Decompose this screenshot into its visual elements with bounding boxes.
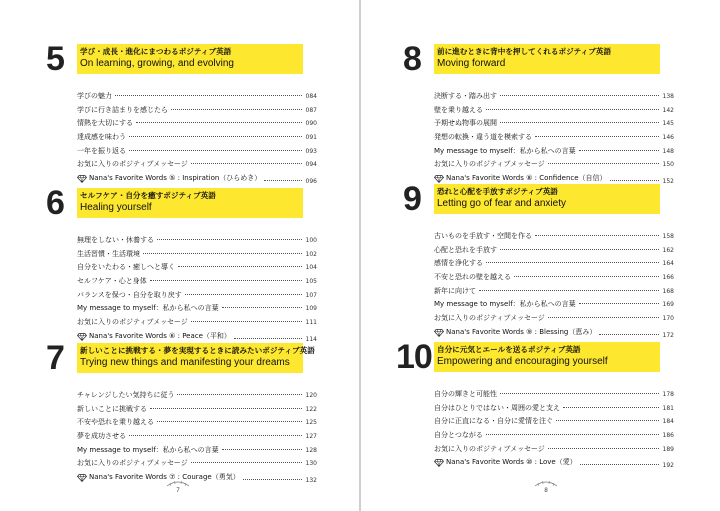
toc-page-number: 105 (305, 278, 317, 286)
toc-entry-text: セルフケア・心と身体 (77, 277, 147, 286)
toc-page-number: 128 (305, 446, 317, 454)
dot-leader (610, 180, 659, 181)
dot-leader (579, 150, 659, 151)
toc-page-number: 148 (662, 147, 674, 155)
toc-entry[interactable] (77, 289, 317, 303)
dot-leader (563, 407, 659, 408)
toc-entry[interactable] (434, 257, 674, 271)
dot-leader (548, 317, 659, 318)
toc-entry[interactable] (434, 271, 674, 285)
toc-entry-label (77, 234, 154, 248)
section-8 (403, 40, 674, 186)
toc-page-number: 172 (662, 331, 674, 339)
toc-entry-text: 決断する・踏み出す (434, 92, 497, 100)
section-title-jp: 新しいことに挑戦する・夢を実現するときに読みたいポジティブ英語 (80, 346, 315, 355)
diamond-icon (77, 333, 87, 341)
dot-leader (486, 262, 659, 263)
dot-leader (514, 276, 659, 277)
section-title-en: Letting go of fear and anxiety (437, 198, 566, 209)
section-header (403, 40, 674, 78)
toc-entry-label (434, 131, 532, 145)
dot-leader (191, 462, 302, 463)
toc-entry-label (434, 312, 545, 326)
dot-leader (243, 479, 302, 480)
diamond-icon (434, 329, 444, 337)
section-title-en: Empowering and encouraging yourself (437, 356, 608, 367)
toc-entry-text: My message to myself：私から私への言葉 (434, 300, 576, 309)
toc-entry[interactable] (77, 430, 317, 444)
dot-leader (157, 421, 302, 422)
dot-leader (222, 449, 302, 450)
section-title-band (77, 188, 303, 218)
toc-entry-label (434, 402, 560, 416)
toc-entry-label (434, 257, 483, 271)
dot-leader (486, 434, 659, 435)
toc-entry-text: Nana's Favorite Words ⑧ : Confidence（自信） (446, 174, 607, 183)
toc-entry-label (77, 131, 126, 145)
diamond-icon (77, 175, 87, 183)
toc-entry-label (434, 271, 511, 285)
toc-page-number: 132 (305, 476, 317, 484)
toc-page-number: 168 (662, 287, 674, 295)
toc-entry-label (434, 456, 577, 470)
toc-entry-label (77, 471, 240, 485)
toc-entry-label (77, 117, 133, 131)
toc-page-number: 094 (305, 161, 317, 169)
toc-page-number: 120 (305, 392, 317, 399)
toc-page-number: 192 (662, 462, 674, 470)
toc-entry[interactable] (434, 312, 674, 326)
toc-entry-text: お気に入りのポジティブメッセージ (434, 160, 545, 169)
toc-page-number: 150 (662, 161, 674, 169)
section-number: 9 (403, 180, 421, 218)
toc-page-number: 084 (305, 93, 317, 100)
toc-entry[interactable] (77, 457, 317, 471)
page-number-text: 8 (544, 488, 548, 494)
toc-entry[interactable] (434, 415, 674, 429)
dot-leader (191, 163, 302, 164)
toc-entry-label (434, 443, 545, 457)
toc-page-number: 087 (305, 106, 317, 114)
toc-page-number: 170 (662, 315, 674, 323)
toc-entry-text: 自分をいたわる・癒しへと導く (77, 263, 175, 272)
toc-page-number: 127 (305, 433, 317, 441)
toc-entry-text: My message to myself：私から私への言葉 (434, 146, 576, 155)
toc-entry-text: Nana's Favorite Words ⑨ : Blessing（恵み） (446, 327, 597, 336)
section-number: 7 (46, 339, 64, 377)
toc-list (77, 234, 317, 344)
toc-entry-text: 自分に正直になる・自分に愛情を注ぐ (434, 417, 553, 426)
toc-list (77, 389, 317, 485)
toc-page-number: 178 (662, 391, 674, 398)
dot-leader (500, 95, 659, 96)
toc-entry-text: 自分とつながる (434, 431, 483, 440)
toc-entry[interactable] (77, 131, 317, 145)
dot-leader (171, 109, 302, 110)
toc-page-number: 166 (662, 274, 674, 282)
toc-entry-text: お気に入りのポジティブメッセージ (77, 459, 188, 468)
toc-entry-label (434, 158, 545, 172)
toc-page-number: 096 (305, 177, 317, 185)
toc-entry[interactable] (434, 230, 674, 244)
toc-entry[interactable] (77, 145, 317, 159)
toc-entry-text: Nana's Favorite Words ⑤ : Inspiration（ひらめき） (89, 174, 262, 183)
dot-leader (234, 338, 302, 339)
toc-entry-text: 達成感を味わう (77, 133, 126, 142)
toc-entry-label (77, 430, 126, 444)
toc-entry-text: お気に入りのポジティブメッセージ (434, 314, 545, 323)
toc-entry-text: 不安や恐れを乗り越える (77, 418, 154, 427)
toc-entry-label (434, 388, 497, 402)
dot-leader (548, 448, 659, 449)
section-title-band (77, 343, 315, 373)
toc-entry-label (77, 389, 174, 403)
dot-leader (185, 294, 302, 295)
toc-page-number: 189 (662, 445, 674, 453)
toc-entry-text: 新しいことに挑戦する (77, 404, 147, 413)
dot-leader (136, 122, 302, 123)
toc-entry[interactable] (434, 429, 674, 443)
toc-entry-text: My message to myself：私から私への言葉 (77, 304, 219, 313)
left-page (0, 0, 359, 511)
toc-entry-text: 情熱を大切にする (77, 119, 133, 128)
toc-entry-text: 心配と恐れを手放す (434, 245, 497, 254)
toc-page-number: 158 (662, 233, 674, 240)
dot-leader (177, 394, 302, 395)
toc-entry[interactable] (77, 261, 317, 275)
toc-entry-label (434, 415, 553, 429)
toc-entry-label (434, 244, 497, 258)
section-10 (396, 338, 674, 470)
page-number-right (531, 480, 561, 502)
toc-entry-label (434, 117, 497, 131)
dot-leader (535, 235, 659, 236)
toc-page-number: 109 (305, 305, 317, 313)
toc-page-number: 100 (305, 237, 317, 244)
toc-entry-text: 学びの魅力 (77, 92, 112, 100)
toc-entry-label (77, 158, 188, 172)
dot-leader (500, 249, 659, 250)
toc-page-number: 122 (305, 405, 317, 413)
section-5 (46, 40, 317, 186)
toc-entry[interactable] (77, 172, 317, 186)
section-title-jp: 恐れと心配を手放すポジティブ英語 (437, 187, 558, 196)
toc-entry[interactable] (77, 444, 317, 458)
toc-entry[interactable] (434, 90, 674, 104)
dot-leader (579, 303, 659, 304)
toc-entry-text: 一年を振り返る (77, 146, 126, 155)
toc-entry[interactable] (77, 117, 317, 131)
toc-entry-text: 自分はひとりではない・周囲の愛と支え (434, 403, 560, 412)
toc-entry-text: 無理をしない・休養する (77, 236, 154, 244)
section-header (396, 338, 674, 376)
dot-leader (548, 163, 659, 164)
toc-page-number: 091 (305, 134, 317, 142)
toc-entry[interactable] (434, 104, 674, 118)
toc-page-number: 111 (305, 319, 317, 327)
dot-leader (157, 239, 302, 240)
toc-entry-label (77, 444, 219, 458)
toc-entry-text: バランスを保つ・自分を取り戻す (77, 290, 182, 299)
section-title-en: Moving forward (437, 58, 506, 69)
toc-entry-text: お気に入りのポジティブメッセージ (77, 318, 188, 327)
section-header (46, 184, 317, 222)
dot-leader (178, 266, 302, 267)
toc-entry[interactable] (434, 117, 674, 131)
toc-entry[interactable] (77, 330, 317, 344)
toc-list (434, 230, 674, 340)
toc-entry-label (77, 302, 219, 316)
toc-page-number: 114 (305, 335, 317, 343)
dot-leader (191, 321, 302, 322)
section-header (46, 40, 317, 78)
toc-entry[interactable] (434, 443, 674, 457)
toc-entry-label (77, 416, 154, 430)
section-number: 8 (403, 40, 421, 78)
dot-leader (150, 408, 302, 409)
toc-page-number: 164 (662, 260, 674, 268)
section-title-en: Trying new things and manifesting your dreams (80, 357, 290, 368)
toc-entry-label (434, 90, 497, 104)
toc-entry[interactable] (434, 158, 674, 172)
dot-leader (535, 136, 659, 137)
toc-entry[interactable] (434, 244, 674, 258)
section-number: 5 (46, 40, 64, 78)
toc-list (77, 90, 317, 186)
toc-entry[interactable] (77, 248, 317, 262)
section-title-jp: 学び・成長・進化にまつわるポジティブ英語 (80, 47, 232, 56)
toc-entry[interactable] (434, 285, 674, 299)
toc-entry[interactable] (77, 389, 317, 403)
section-title-band (434, 184, 660, 214)
section-title-jp: セルフケア・自分を癒すポジティブ英語 (80, 191, 216, 200)
toc-page-number: 146 (662, 134, 674, 142)
toc-entry-label (77, 104, 168, 118)
toc-entry-label (77, 289, 182, 303)
dot-leader (580, 464, 659, 465)
toc-entry-text: Nana's Favorite Words ⑥ : Peace（平和） (89, 331, 231, 340)
toc-page-number: 142 (662, 106, 674, 114)
toc-entry-label (434, 326, 596, 340)
toc-entry[interactable] (77, 158, 317, 172)
toc-entry-text: 自分の輝きと可能性 (434, 390, 497, 398)
toc-entry[interactable] (77, 302, 317, 316)
toc-entry-text: 発想の転換・違う道を模索する (434, 133, 532, 142)
toc-page-number: 169 (662, 301, 674, 309)
toc-entry-label (434, 298, 576, 312)
dot-leader (500, 122, 659, 123)
toc-entry[interactable] (77, 471, 317, 485)
toc-entry-text: 不安と恐れの壁を越える (434, 273, 511, 282)
toc-entry-text: チャレンジしたい気持ちに従う (77, 391, 175, 399)
toc-entry-label (77, 248, 140, 262)
toc-entry-text: 生活習慣・生活環境 (77, 249, 140, 258)
toc-entry[interactable] (434, 326, 674, 340)
toc-page-number: 162 (662, 246, 674, 254)
section-title-band (434, 342, 660, 372)
diamond-icon (434, 459, 444, 467)
section-number: 6 (46, 184, 64, 222)
toc-entry-text: 学びに行き詰まりを感じたら (77, 105, 168, 114)
toc-entry-label (77, 172, 261, 186)
toc-entry-label (434, 429, 483, 443)
toc-entry-text: 新年に向けて (434, 286, 476, 295)
toc-list (434, 90, 674, 186)
section-title-jp: 自分に元気とエールを送るポジティブ英語 (437, 345, 581, 354)
dot-leader (556, 420, 659, 421)
section-title-en: On learning, growing, and evolving (80, 58, 234, 69)
toc-entry-text: Nana's Favorite Words ⑩ : Love（愛） (446, 458, 577, 467)
toc-entry-text: Nana's Favorite Words ⑦ : Courage（勇気） (89, 473, 240, 482)
toc-entry[interactable] (77, 403, 317, 417)
toc-entry[interactable] (77, 234, 317, 248)
toc-entry-label (77, 275, 147, 289)
toc-page-number: 138 (662, 93, 674, 100)
diamond-icon (434, 175, 444, 183)
section-title-band (77, 44, 303, 74)
dot-leader (486, 109, 659, 110)
toc-page-number: 093 (305, 147, 317, 155)
toc-entry-text: お気に入りのポジティブメッセージ (77, 160, 188, 169)
dot-leader (222, 307, 302, 308)
toc-entry[interactable] (434, 298, 674, 312)
toc-entry[interactable] (434, 456, 674, 470)
dot-leader (129, 150, 302, 151)
toc-entry[interactable] (77, 316, 317, 330)
toc-page-number: 125 (305, 419, 317, 427)
toc-entry-text: お気に入りのポジティブメッセージ (434, 444, 545, 453)
toc-page-number: 107 (305, 291, 317, 299)
toc-page-number: 184 (662, 418, 674, 426)
dot-leader (150, 280, 302, 281)
toc-page-number: 130 (305, 460, 317, 468)
toc-entry-label (77, 261, 175, 275)
page-number-left (163, 480, 193, 502)
toc-entry[interactable] (434, 131, 674, 145)
toc-entry[interactable] (434, 388, 674, 402)
toc-page-number: 090 (305, 120, 317, 128)
section-title-en: Healing yourself (80, 202, 152, 213)
toc-page-number: 181 (662, 404, 674, 412)
toc-entry-label (77, 330, 231, 344)
toc-page-number: 145 (662, 120, 674, 128)
toc-entry[interactable] (434, 145, 674, 159)
toc-entry-label (77, 457, 188, 471)
section-number: 10 (396, 338, 432, 376)
toc-entry[interactable] (77, 90, 317, 104)
dot-leader (115, 95, 302, 96)
right-page (361, 0, 720, 511)
section-title-band (434, 44, 660, 74)
dot-leader (264, 180, 302, 181)
toc-entry-label (77, 90, 112, 104)
toc-page-number: 152 (662, 177, 674, 185)
toc-entry[interactable] (434, 402, 674, 416)
diamond-icon (77, 474, 87, 482)
dot-leader (599, 334, 659, 335)
toc-page-number: 104 (305, 264, 317, 272)
dot-leader (500, 393, 659, 394)
toc-entry-label (434, 285, 476, 299)
toc-entry-text: My message to myself：私から私への言葉 (77, 445, 219, 454)
section-title-jp: 前に進むときに背中を押してくれるポジティブ英語 (437, 47, 612, 56)
dot-leader (479, 290, 659, 291)
toc-entry-label (77, 145, 126, 159)
toc-entry-label (434, 145, 576, 159)
section-6 (46, 184, 317, 344)
toc-page-number: 186 (662, 432, 674, 440)
toc-entry[interactable] (77, 104, 317, 118)
toc-entry-text: 壁を乗り越える (434, 105, 483, 114)
toc-entry-text: 予期せぬ物事の展開 (434, 119, 497, 128)
toc-entry-label (77, 316, 188, 330)
toc-entry-label (77, 403, 147, 417)
dot-leader (129, 435, 302, 436)
dot-leader (143, 253, 302, 254)
toc-page-number: 102 (305, 250, 317, 258)
toc-entry-text: 感情を浄化する (434, 259, 483, 268)
toc-entry-label (434, 230, 532, 244)
toc-list (434, 388, 674, 470)
toc-entry[interactable] (77, 416, 317, 430)
toc-entry-label (434, 104, 483, 118)
toc-entry-text: 古いものを手放す・空間を作る (434, 232, 532, 240)
toc-entry[interactable] (77, 275, 317, 289)
toc-entry-text: 夢を成功させる (77, 432, 126, 441)
page-number-text: 7 (176, 488, 180, 494)
dot-leader (129, 136, 302, 137)
